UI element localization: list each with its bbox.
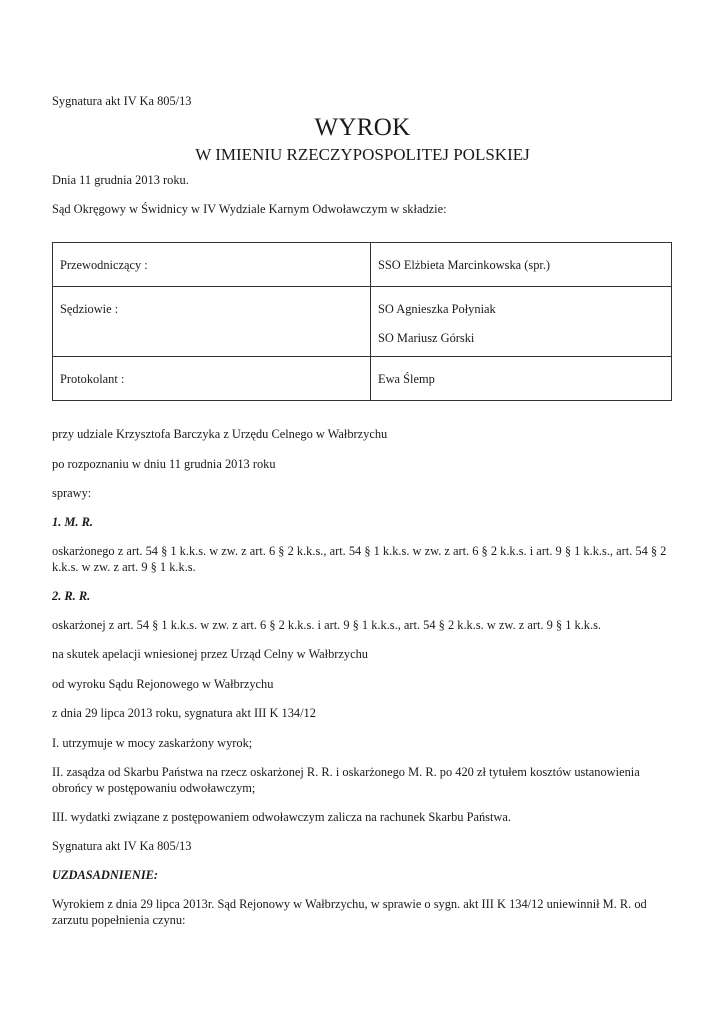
judgment-from-line: od wyroku Sądu Rejonowego w Wałbrzychu <box>52 677 274 691</box>
justification-heading: UZDASADNIENIE: <box>52 868 159 882</box>
judgment-date-line: z dnia 29 lipca 2013 roku, sygnatura akt III K 134/12 <box>52 706 316 720</box>
chair-value: SSO Elżbieta Marcinkowska (spr.) <box>378 258 551 272</box>
clerk-label: Protokolant : <box>60 372 125 386</box>
case-signature-top: Sygnatura akt IV Ka 805/13 <box>52 94 192 108</box>
judge-2: SO Mariusz Górski <box>378 331 475 345</box>
judgment-date: Dnia 11 grudnia 2013 roku. <box>52 173 189 187</box>
court-panel-table <box>52 242 672 401</box>
table-row <box>53 287 672 357</box>
defendant-2-charges: oskarżonej z art. 54 § 1 k.k.s. w zw. z art. 6 § 2 k.k.s. i art. 9 § 1 k.k.s., art. 54 § 2 k.k.s. w zw. z art. 9 § 1 k.k.s. <box>52 618 601 632</box>
participation-line: przy udziale Krzysztofa Barczyka z Urzędu Celnego w Wałbrzychu <box>52 427 388 441</box>
judge-1: SO Agnieszka Połyniak <box>378 302 496 316</box>
hearing-line: po rozpoznaniu w dniu 11 grudnia 2013 roku <box>52 457 276 471</box>
appeal-line: na skutek apelacji wniesionej przez Urząd Celny w Wałbrzychu <box>52 647 368 661</box>
defendant-1-charges: oskarżonego z art. 54 § 1 k.k.s. w zw. z art. 6 § 2 k.k.s., art. 54 § 1 k.k.s. w zw. z art. 6 § 2 k.k.s. i art. 9 § 1 k.k.s., art. 54 § 2 k.k.s. w zw. z art. 9 § 1 k.k.s. <box>52 544 667 574</box>
defendant-2-heading: 2. R. R. <box>52 589 91 603</box>
case-signature-bottom: Sygnatura akt IV Ka 805/13 <box>52 839 192 853</box>
document-subtitle: W IMIENIU RZECZYPOSPOLITEJ POLSKIEJ <box>195 145 530 164</box>
ruling-point-1: I. utrzymuje w mocy zaskarżony wyrok; <box>52 736 253 750</box>
judges-label: Sędziowie : <box>60 302 119 316</box>
chair-label: Przewodniczący : <box>60 258 148 272</box>
table-row <box>53 357 672 401</box>
ruling-point-3: III. wydatki związane z postępowaniem odwoławczym zalicza na rachunek Skarbu Państwa. <box>52 810 511 824</box>
court-composition-intro: Sąd Okręgowy w Świdnicy w IV Wydziale Karnym Odwoławczym w składzie: <box>52 202 447 216</box>
clerk-value: Ewa Ślemp <box>378 372 435 386</box>
document-title: WYROK <box>314 114 411 141</box>
ruling-point-2: II. zasądza od Skarbu Państwa na rzecz oskarżonej R. R. i oskarżonego M. R. po 420 zł tytułem kosztów ustanowienia obrońcy w postępowaniu odwoławczym; <box>52 765 640 795</box>
cases-label: sprawy: <box>52 486 92 500</box>
table-row <box>53 243 672 287</box>
defendant-1-heading: 1. M. R. <box>52 515 93 529</box>
justification-text: Wyrokiem z dnia 29 lipca 2013r. Sąd Rejonowy w Wałbrzychu, w sprawie o sygn. akt III K 134/12 uniewinnił M. R. od zarzutu popełnienia czynu: <box>52 897 647 927</box>
